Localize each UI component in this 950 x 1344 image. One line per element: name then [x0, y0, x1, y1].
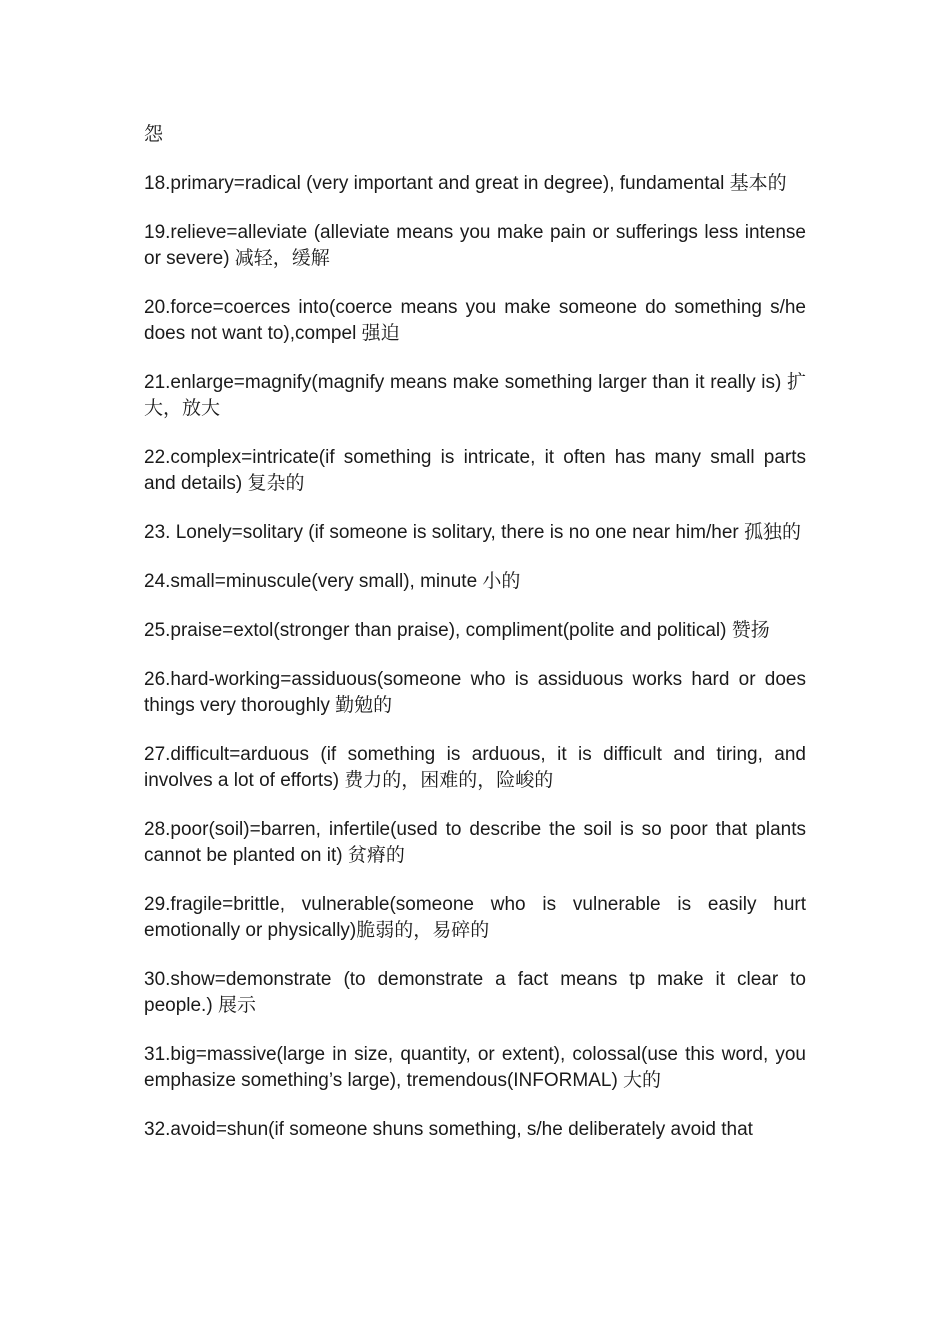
entry-28: 28.poor(soil)=barren, infertile(used to describe the soil is so poor that plants cannot be planted on it) 贫瘠的 — [144, 819, 806, 866]
document-page — [144, 122, 806, 1166]
entry-19: 19.relieve=alleviate (alleviate means you make pain or sufferings less intense or severe) 减轻，缓解 — [144, 222, 806, 269]
entry-27: 27.difficult=arduous (if something is arduous, it is difficult and tiring, and involves a lot of efforts) 费力的，困难的，险峻的 — [144, 744, 806, 791]
entry-continuation: 怨 — [144, 124, 164, 145]
entry-18: 18.primary=radical (very important and great in degree), fundamental 基本的 — [144, 173, 787, 194]
entry-24: 24.small=minuscule(very small), minute 小的 — [144, 571, 521, 592]
entry-32: 32.avoid=shun(if someone shuns something, s/he deliberately avoid that — [144, 1119, 753, 1140]
entry-20: 20.force=coerces into(coerce means you make someone do something s/he does not want to),compel 强迫 — [144, 297, 806, 344]
entry-25: 25.praise=extol(stronger than praise), compliment(polite and political) 赞扬 — [144, 620, 770, 641]
entry-29: 29.fragile=brittle, vulnerable(someone who is vulnerable is easily hurt emotionally or physically)脆弱的，易碎的 — [144, 894, 806, 941]
entry-30: 30.show=demonstrate (to demonstrate a fact means tp make it clear to people.) 展示 — [144, 969, 806, 1016]
entry-26: 26.hard-working=assiduous(someone who is assiduous works hard or does things very thoroughly 勤勉的 — [144, 669, 806, 716]
entry-31: 31.big=massive(large in size, quantity, or extent), colossal(use this word, you emphasize something’s large), tremendous(INFORMAL) 大的 — [144, 1044, 806, 1091]
entry-23: 23. Lonely=solitary (if someone is solitary, there is no one near him/her 孤独的 — [144, 522, 802, 543]
entry-22: 22.complex=intricate(if something is intricate, it often has many small parts and details) 复杂的 — [144, 447, 806, 494]
entry-21: 21.enlarge=magnify(magnify means make something larger than it really is) 扩大，放大 — [144, 372, 806, 419]
